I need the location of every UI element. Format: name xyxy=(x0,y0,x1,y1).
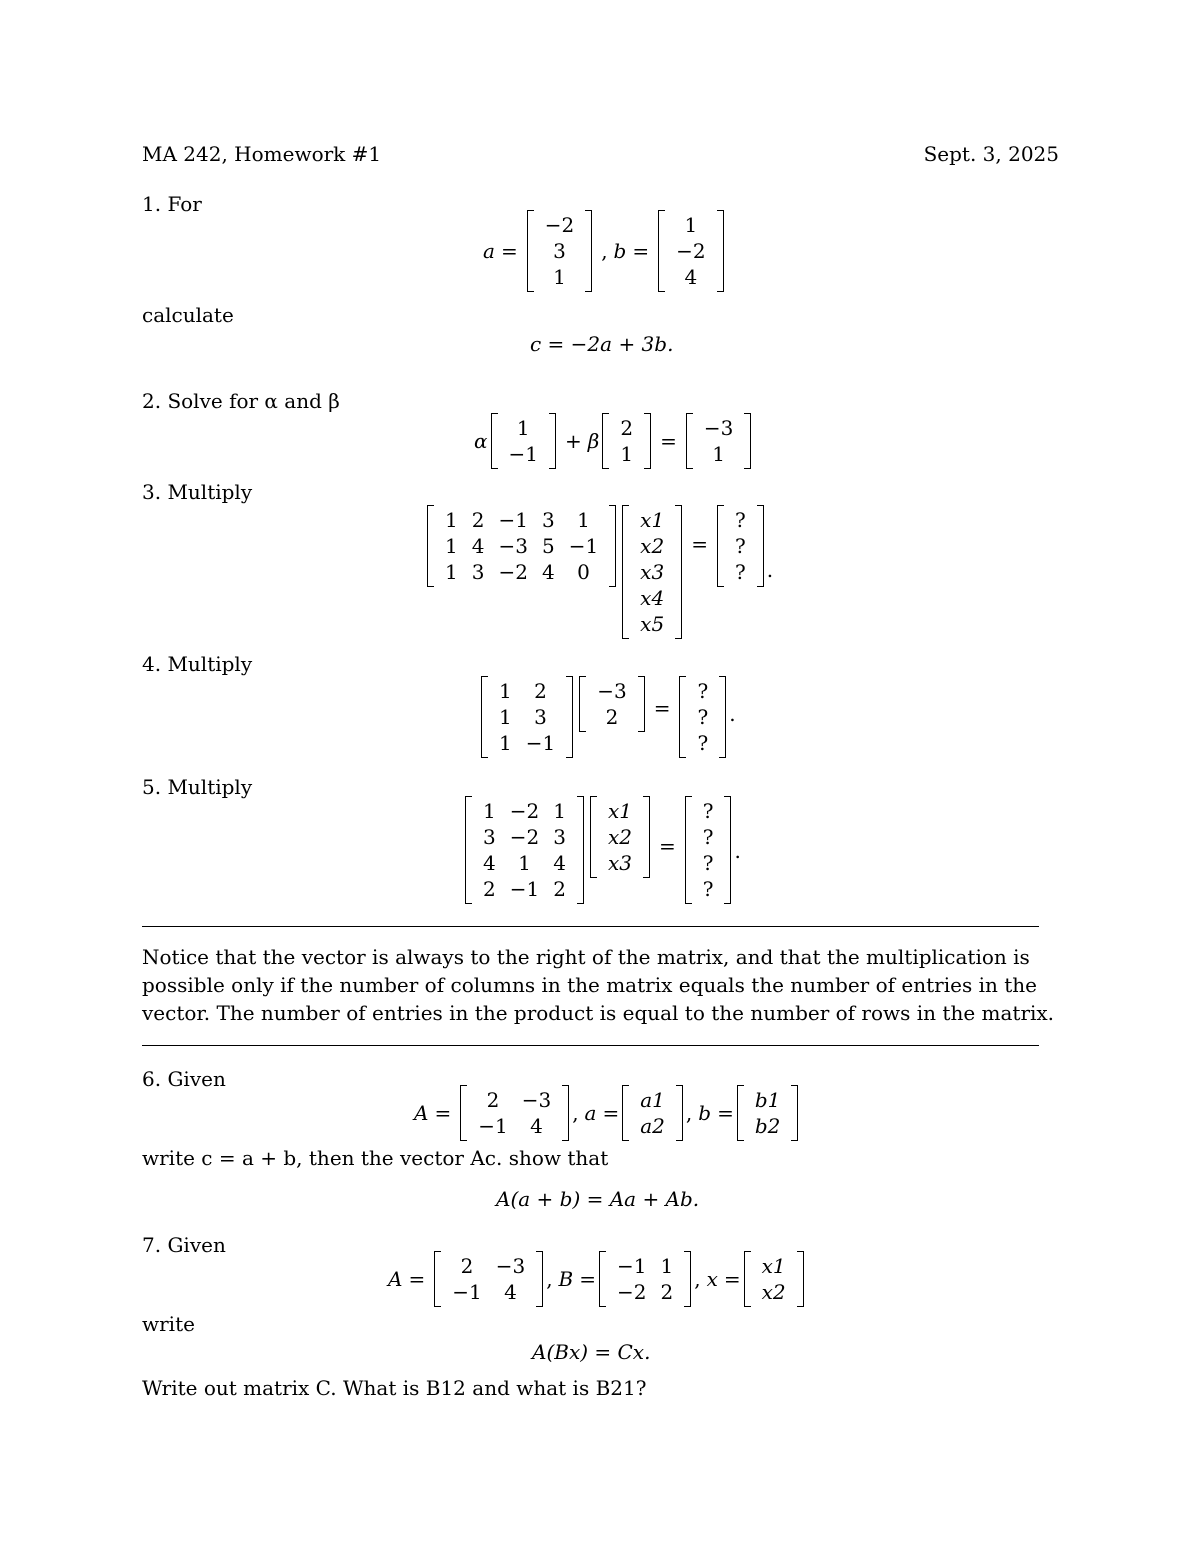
alpha-symbol: α xyxy=(474,429,488,453)
vector-3-x-entry: x5 xyxy=(640,612,665,636)
matrix-5-entry: 4 xyxy=(553,851,566,875)
matrix-5-entry: 3 xyxy=(553,825,566,849)
matrix-5-entry: 1 xyxy=(483,799,496,823)
problem-1-equation: c = −2a + 3b. xyxy=(530,332,674,356)
vector-4-result-entry: ? xyxy=(697,705,709,729)
vector-6-b-entry: b1 xyxy=(754,1088,781,1112)
problem-7-question: Write out matrix C. What is B12 and what is B21? xyxy=(142,1376,647,1400)
notice-line-2: possible only if the number of columns in the matrix equals the number of entries in the xyxy=(142,973,1037,997)
matrix-7-B-entry: 2 xyxy=(660,1280,674,1304)
matrix-5 xyxy=(465,796,584,904)
vector-3-x-entry: x2 xyxy=(640,534,665,558)
vector-3-result-entry: ? xyxy=(734,534,746,558)
matrix-3-entry: 1 xyxy=(445,534,458,558)
problem-7-given: A = 2 −3 −1 4 , B = −1 1 −2 2 , x = x1 x2 xyxy=(388,1251,807,1307)
matrix-5-entry: 2 xyxy=(553,877,566,901)
matrix-4-entry: 1 xyxy=(499,731,512,755)
matrix-3-entry: 1 xyxy=(445,508,458,532)
vector-b-entry: −2 xyxy=(676,239,706,263)
vector-4-result-entry: ? xyxy=(697,731,709,755)
vector-a-entry: 3 xyxy=(553,239,566,263)
matrix-3-entry: 1 xyxy=(445,560,458,584)
vector-v1-entry: −1 xyxy=(508,442,538,466)
problem-6-label: 6. Given xyxy=(142,1067,226,1091)
vector-rhs xyxy=(686,413,751,469)
vector-5-result-entry: ? xyxy=(702,877,714,901)
problem-7-write: write xyxy=(142,1312,195,1336)
matrix-3-entry: 2 xyxy=(471,508,485,532)
matrix-5-entry: −2 xyxy=(509,799,540,823)
vector-b-entry: 1 xyxy=(684,213,698,237)
vector-5-result-entry: ? xyxy=(702,825,714,849)
matrix-4-entry: 2 xyxy=(534,679,547,703)
matrix-6-A-entry: −1 xyxy=(478,1114,508,1138)
vector-3-result-entry: ? xyxy=(734,508,746,532)
matrix-6-A-entry: 4 xyxy=(530,1114,543,1138)
matrix-3 xyxy=(427,505,616,587)
vector-3-result-entry: ? xyxy=(734,560,746,584)
matrix-3-entry: 0 xyxy=(577,560,590,584)
vector-7-x-entry: x1 xyxy=(761,1254,786,1278)
matrix-6-A-entry: 2 xyxy=(486,1088,500,1112)
matrix-3-entry: −1 xyxy=(568,534,599,558)
matrix-5-entry: 1 xyxy=(553,799,566,823)
matrix-3-entry: 3 xyxy=(471,560,485,584)
matrix-3-entry: 4 xyxy=(471,534,485,558)
vector-7-x-entry: x2 xyxy=(761,1280,786,1304)
vector-rhs-entry: 1 xyxy=(712,442,725,466)
vector-5-x xyxy=(590,796,650,878)
problem-5-label: 5. Multiply xyxy=(142,775,253,799)
vector-b xyxy=(658,210,723,292)
matrix-4-entry: 3 xyxy=(534,705,547,729)
matrix-3-entry: −2 xyxy=(498,560,528,584)
vector-6-a-entry: a1 xyxy=(640,1088,665,1112)
matrix-3-entry: 3 xyxy=(541,508,555,532)
vector-v2-entry: 1 xyxy=(620,442,634,466)
vector-3-x xyxy=(622,505,682,639)
matrix-4-entry: −1 xyxy=(525,731,556,755)
problem-3-label: 3. Multiply xyxy=(142,480,253,504)
vector-rhs-entry: −3 xyxy=(703,416,734,440)
vector-a-entry: −2 xyxy=(544,213,575,237)
vector-5-x-entry: x2 xyxy=(607,825,632,849)
problem-6-text: write c = a + b, then the vector Ac. show that xyxy=(142,1146,609,1170)
vector-4-result xyxy=(679,676,726,758)
vector-v1-entry: 1 xyxy=(516,416,530,440)
matrix-7-A-entry: −3 xyxy=(495,1254,526,1278)
problem-7-equation: A(Bx) = Cx. xyxy=(532,1340,651,1364)
matrix-7-A-entry: 4 xyxy=(504,1280,517,1304)
vector-6-a xyxy=(622,1085,683,1141)
vector-3-x-entry: x3 xyxy=(640,560,665,584)
matrix-4 xyxy=(481,676,573,758)
matrix-3-entry: 4 xyxy=(541,560,555,584)
problem-1-vectors: a = −2 3 1 , b = 1 −2 4 xyxy=(483,210,727,292)
vector-4-entry: 2 xyxy=(605,705,619,729)
problem-2-equation: α 1 −1 + β 2 1 = −3 1 xyxy=(474,413,754,469)
vector-4-result-entry: ? xyxy=(697,679,709,703)
vector-5-x-entry: x3 xyxy=(607,851,632,875)
matrix-5-entry: 1 xyxy=(518,851,531,875)
vector-7-x xyxy=(744,1251,804,1307)
matrix-5-entry: 3 xyxy=(483,825,496,849)
matrix-7-B xyxy=(599,1251,691,1307)
notice-line-1: Notice that the vector is always to the right of the matrix, and that the multiplication is xyxy=(142,945,1030,969)
matrix-7-B-entry: 1 xyxy=(660,1254,674,1278)
problem-2-label: 2. Solve for α and β xyxy=(142,389,340,413)
vector-a-entry: 1 xyxy=(553,265,566,289)
vector-b-entry: 4 xyxy=(684,265,698,289)
vector-6-b-entry: b2 xyxy=(754,1114,781,1138)
problem-6-equation: A(a + b) = Aa + Ab. xyxy=(496,1187,700,1211)
problem-5-equation: 1 −2 1 3 −2 3 4 1 4 2 −1 2 x1 x2 x3 = ? ? ? ? . xyxy=(462,796,741,906)
problem-1-label: 1. For xyxy=(142,192,202,216)
vector-4-entry: −3 xyxy=(597,679,627,703)
matrix-3-entry: −1 xyxy=(498,508,528,532)
vector-v1 xyxy=(491,413,556,469)
matrix-3-entry: 1 xyxy=(577,508,590,532)
vector-3-result xyxy=(717,505,764,587)
matrix-5-entry: −2 xyxy=(509,825,540,849)
matrix-6-A-entry: −3 xyxy=(521,1088,552,1112)
header-course: MA 242, Homework #1 xyxy=(142,142,382,166)
vector-3-x-entry: x1 xyxy=(640,508,665,532)
beta-symbol: β xyxy=(587,429,600,453)
matrix-5-entry: 2 xyxy=(483,877,496,901)
vector-b-name: b xyxy=(613,239,627,263)
matrix-4-entry: 1 xyxy=(499,679,512,703)
problem-6-given: A = 2 −3 −1 4 , a = a1 a2 , b = b1 b2 xyxy=(414,1085,801,1141)
notice-line-3: vector. The number of entries in the product is equal to the number of rows in the matrix. xyxy=(142,1001,1055,1025)
vector-5-result xyxy=(685,796,732,904)
vector-4 xyxy=(579,676,644,732)
header-date: Sept. 3, 2025 xyxy=(923,142,1059,166)
matrix-3-entry: −3 xyxy=(498,534,528,558)
vector-6-b xyxy=(737,1085,799,1141)
vector-v2-entry: 2 xyxy=(620,416,634,440)
problem-4-label: 4. Multiply xyxy=(142,652,253,676)
matrix-6-A xyxy=(460,1085,569,1141)
matrix-5-entry: 4 xyxy=(483,851,496,875)
divider-top xyxy=(142,926,1039,927)
matrix-5-entry: −1 xyxy=(509,877,540,901)
problem-4-equation: 1 2 1 3 1 −1 −3 2 = ? ? ? . xyxy=(478,676,736,758)
problem-3-equation: 1 2 −1 3 1 1 4 −3 5 −1 1 3 −2 4 0 x1 x2 x3 x4 x5 = ? ? ? . xyxy=(424,505,773,639)
vector-a xyxy=(527,210,592,292)
matrix-4-entry: 1 xyxy=(499,705,512,729)
vector-6-a-entry: a2 xyxy=(640,1114,665,1138)
vector-v2 xyxy=(602,413,651,469)
vector-5-result-entry: ? xyxy=(702,799,714,823)
matrix-7-A-entry: −1 xyxy=(452,1280,482,1304)
matrix-3-entry: 5 xyxy=(541,534,555,558)
matrix-7-B-entry: −1 xyxy=(617,1254,647,1278)
matrix-7-A-entry: 2 xyxy=(460,1254,474,1278)
vector-a-name: a xyxy=(483,239,495,263)
vector-5-x-entry: x1 xyxy=(607,799,632,823)
vector-3-x-entry: x4 xyxy=(640,586,665,610)
problem-1-calculate: calculate xyxy=(142,303,234,327)
divider-bottom xyxy=(142,1045,1039,1046)
matrix-7-A xyxy=(434,1251,543,1307)
problem-7-label: 7. Given xyxy=(142,1233,226,1257)
vector-5-result-entry: ? xyxy=(702,851,714,875)
matrix-7-B-entry: −2 xyxy=(617,1280,647,1304)
